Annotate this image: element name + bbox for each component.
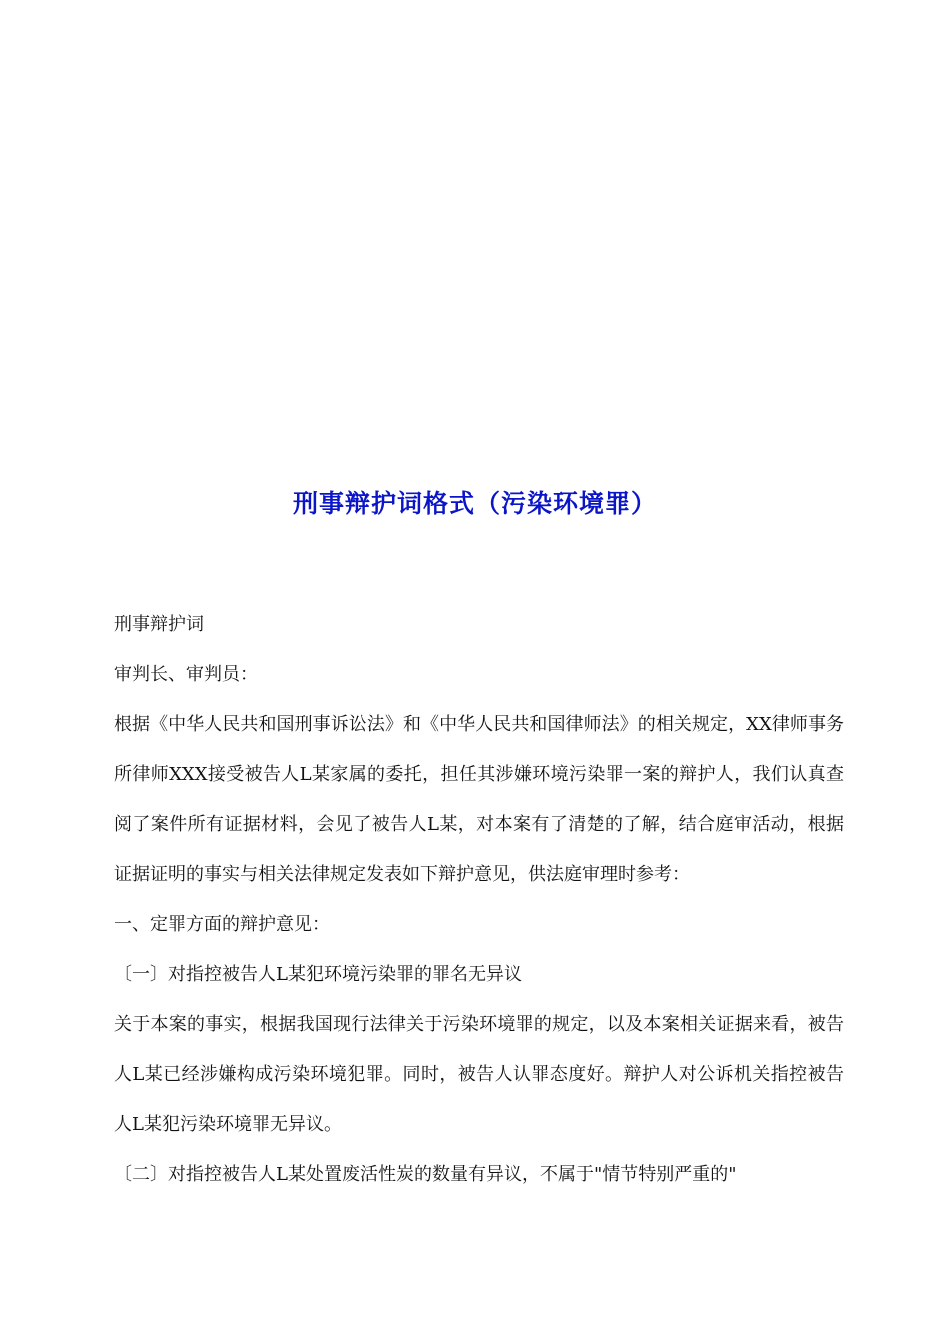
subsection-heading-1: 〔一〕对指控被告人L某犯环境污染罪的罪名无异议 <box>114 964 522 985</box>
section-heading-conviction: 一、定罪方面的辩护意见： <box>114 914 330 935</box>
subsection-heading-2: 〔二〕对指控被告人L某处置废活性炭的数量有异议，不属于"情节特别严重的" <box>114 1164 737 1185</box>
paragraph-facts: 关于本案的事实，根据我国现行法律关于污染环境罪的规定，以及本案相关证据来看，被告人L某已经涉嫌构成污染环境犯罪。同时，被告人认罪态度好。辩护人对公诉机关指控被告人L某犯污染环境罪无异议。 <box>114 1014 844 1135</box>
paragraph-intro: 根据《中华人民共和国刑事诉讼法》和《中华人民共和国律师法》的相关规定，XX律师事务所律师XXX接受被告人L某家属的委托，担任其涉嫌环境污染罪一案的辩护人，我们认真查阅了案件所有证据材料，会见了被告人L某，对本案有了清楚的了解，结合庭审活动，根据证据证明的事实与相关法律规定发表如下辩护意见，供法庭审理时参考： <box>114 714 844 885</box>
document-title: 刑事辩护词格式（污染环境罪） <box>292 489 657 518</box>
salutation: 审判长、审判员： <box>114 664 258 685</box>
document-heading: 刑事辩护词 <box>114 614 204 635</box>
document-body <box>114 600 844 1200</box>
